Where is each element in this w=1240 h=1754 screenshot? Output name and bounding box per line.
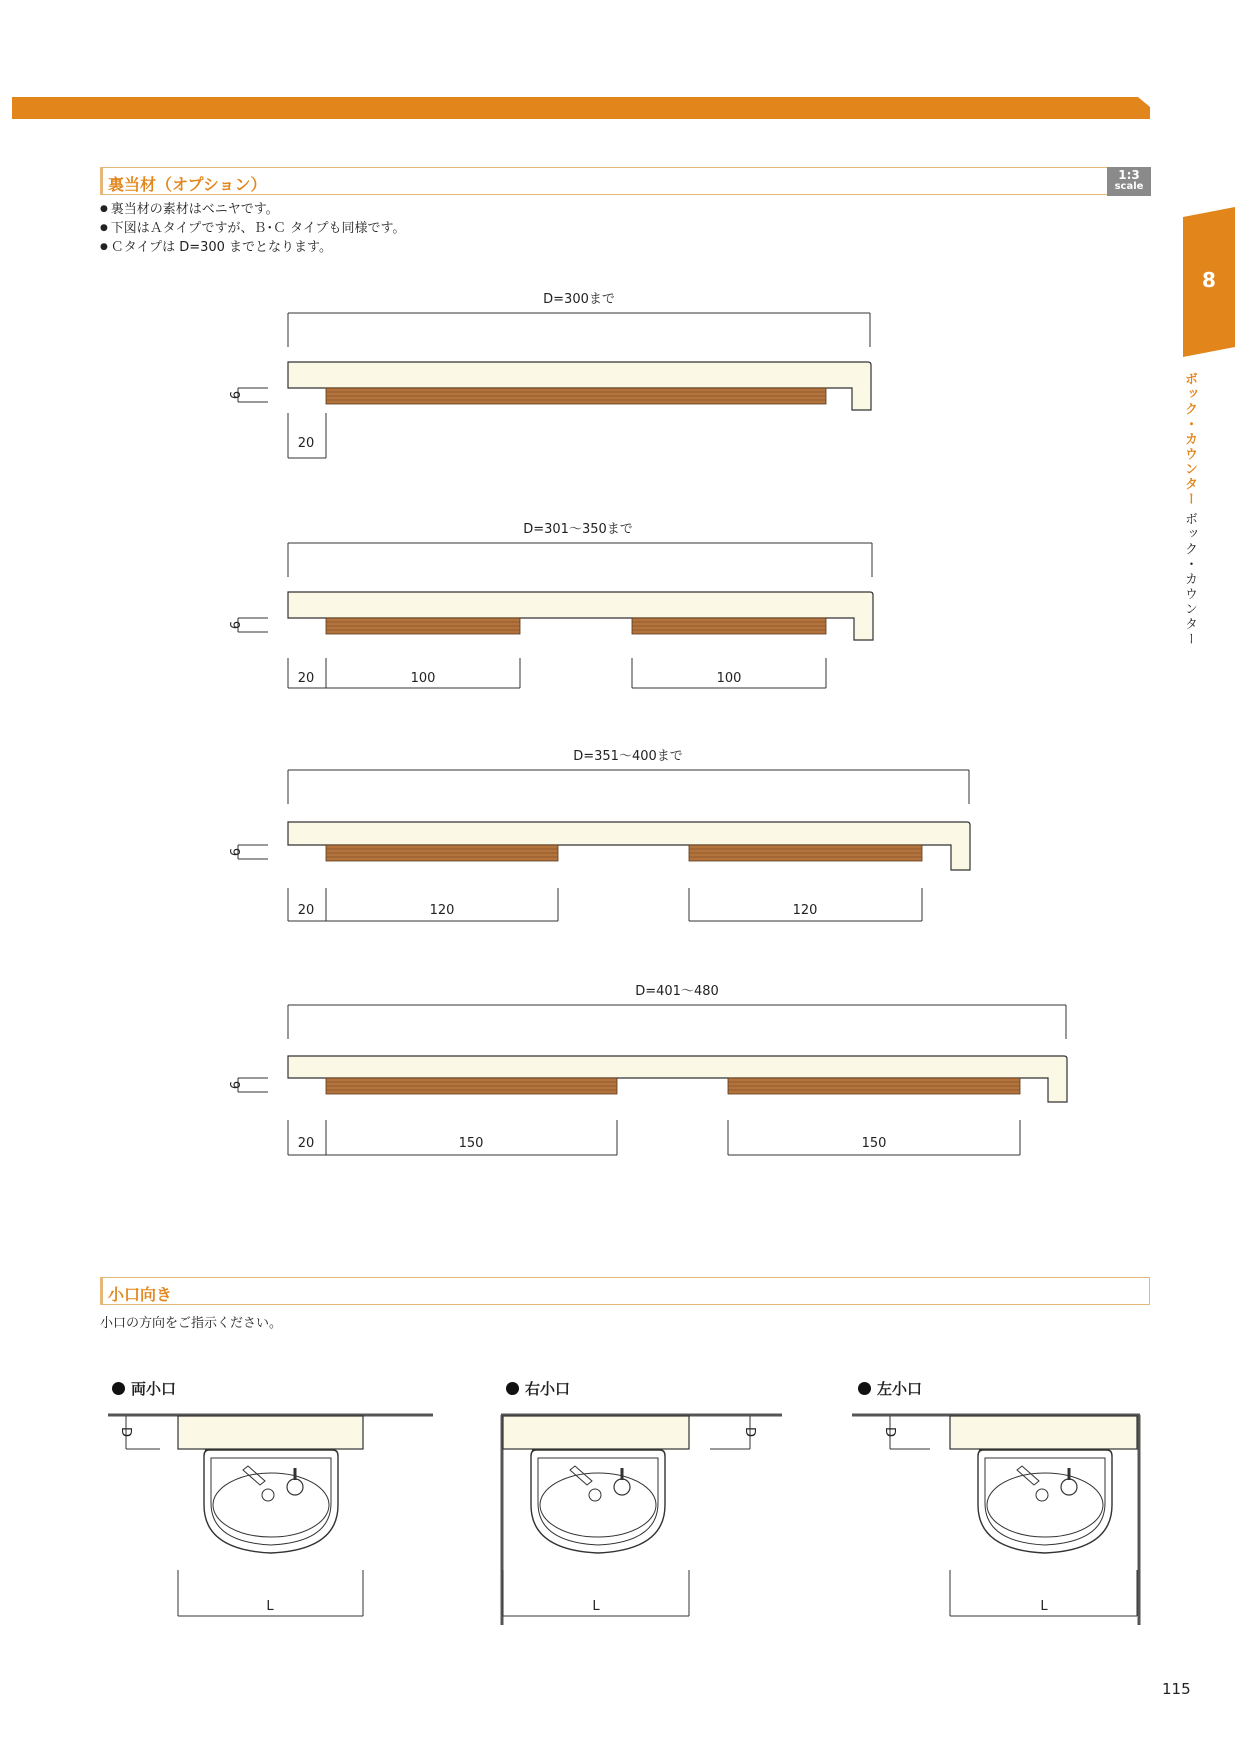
offset-label: 20	[297, 903, 315, 918]
width-label-right: 100	[716, 671, 742, 686]
l-label: L	[266, 1599, 274, 1614]
thickness-label: 9	[226, 390, 241, 400]
bullet-icon	[858, 1382, 871, 1395]
depth-label: D=301～350まで	[523, 522, 633, 537]
option-both-edges	[112, 1378, 176, 1399]
section-title-edge: 小口向き	[108, 1285, 173, 1304]
l-label: L	[1040, 1599, 1048, 1614]
sink-diagram-right	[496, 1410, 796, 1625]
depth-label: D=300まで	[543, 292, 615, 307]
offset-label: 20	[297, 671, 315, 686]
option-right-edge	[506, 1378, 570, 1399]
section-header-backing	[100, 167, 1150, 195]
scale-badge	[1107, 167, 1151, 196]
sink-diagram-left	[848, 1410, 1148, 1625]
scale-value: 1:3	[1118, 168, 1140, 182]
bullet-icon	[506, 1382, 519, 1395]
note-item: ● Ｃタイプは D=300 までとなります。	[100, 238, 405, 257]
option-left-edge	[858, 1378, 922, 1399]
option-label: 左小口	[877, 1380, 923, 1398]
option-label: 両小口	[131, 1380, 177, 1398]
edge-description: 小口の方向をご指示ください。	[100, 1316, 283, 1331]
d-label: D	[742, 1426, 757, 1438]
backing-diagram-1	[200, 285, 900, 465]
depth-label: D=401～480	[635, 984, 719, 999]
note-item: ● 裏当材の素材はベニヤです。	[100, 200, 405, 219]
width-label-right: 150	[861, 1136, 887, 1151]
thickness-label: 9	[226, 620, 241, 630]
sink-diagram-both	[108, 1410, 448, 1625]
page-number: 115	[1162, 1680, 1191, 1698]
backing-diagram-3	[200, 748, 1000, 928]
side-label-orange: ボック・カウンター	[1182, 372, 1197, 507]
backing-diagram-2	[200, 515, 900, 695]
bullet-icon	[112, 1382, 125, 1395]
thickness-label: 9	[226, 847, 241, 857]
washbasin-icon	[978, 1450, 1112, 1553]
offset-label: 20	[297, 436, 315, 451]
offset-label: 20	[297, 1136, 315, 1151]
side-label-black: ボック・カウンター	[1182, 512, 1197, 647]
d-label: D	[882, 1426, 897, 1438]
width-label-left: 150	[458, 1136, 484, 1151]
l-label: L	[592, 1599, 600, 1614]
depth-label: D=351～400まで	[573, 749, 683, 764]
width-label-right: 120	[792, 903, 818, 918]
washbasin-icon	[531, 1450, 665, 1553]
scale-label: scale	[1114, 181, 1144, 192]
section-header-edge	[100, 1277, 1150, 1305]
header-band	[12, 97, 1150, 119]
option-label: 右小口	[525, 1380, 571, 1398]
notes-list	[100, 200, 405, 257]
d-label: D	[118, 1426, 133, 1438]
width-label-left: 120	[429, 903, 455, 918]
chapter-number: 8	[1202, 268, 1216, 292]
width-label-left: 100	[410, 671, 436, 686]
note-item: ● 下図はＡタイプですが、Ｂ･Ｃ タイプも同様です。	[100, 219, 405, 238]
backing-diagram-4	[200, 982, 1100, 1162]
thickness-label: 9	[226, 1080, 241, 1090]
washbasin-icon	[204, 1450, 338, 1553]
section-title-backing: 裏当材（オプション）	[108, 175, 267, 194]
